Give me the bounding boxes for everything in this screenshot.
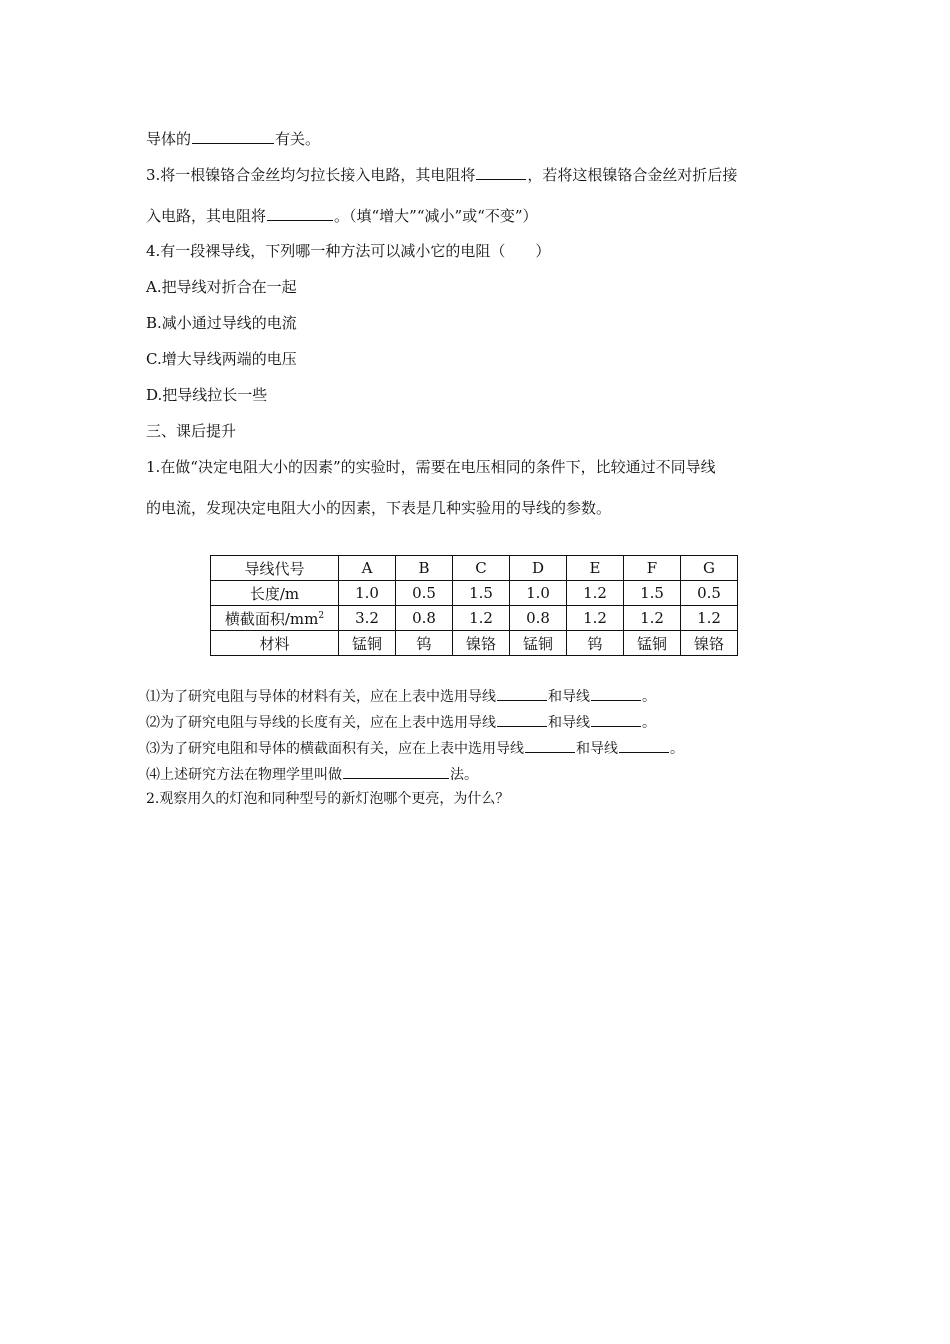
area-label: 横截面积/mm: [224, 609, 319, 628]
answer-blank[interactable]: [497, 711, 547, 727]
answer-blank[interactable]: [267, 205, 333, 221]
q4-option-d: D.把导线拉长一些: [146, 386, 268, 404]
answer-blank[interactable]: [619, 737, 669, 753]
q2-text-end: 有关。: [275, 130, 321, 148]
table-cell: G: [681, 556, 738, 581]
answer-blank[interactable]: [476, 164, 526, 180]
q4-option-a: A.把导线对折合在一起: [146, 278, 297, 296]
table-row: [211, 556, 738, 581]
table-cell: 1.0: [339, 581, 396, 606]
sub-question-3: [146, 737, 684, 759]
table-row: [211, 581, 738, 606]
table-cell: 0.8: [510, 606, 567, 631]
table-cell: E: [567, 556, 624, 581]
table-cell: 长度/m: [211, 581, 339, 606]
answer-blank[interactable]: [343, 763, 449, 779]
table-cell: B: [396, 556, 453, 581]
area-superscript: 2: [318, 610, 325, 621]
answer-blank[interactable]: [591, 711, 641, 727]
answer-blank[interactable]: [525, 737, 575, 753]
table-cell: F: [624, 556, 681, 581]
table-cell: 0.5: [681, 581, 738, 606]
p1-line-1: 1.在做“决定电阻大小的因素”的实验时，需要在电压相同的条件下，比较通过不同导线: [146, 458, 716, 476]
answer-blank[interactable]: [192, 128, 274, 144]
table-cell: 1.2: [681, 606, 738, 631]
table-cell: C: [453, 556, 510, 581]
q3-text-b: ，若将这根镍铬合金丝对折后接: [527, 166, 738, 184]
wire-parameter-table: [210, 555, 738, 656]
q3-text-c: 入电路，其电阻将: [146, 207, 267, 225]
sub-question-text: 法。: [450, 767, 478, 783]
table-cell: 0.5: [396, 581, 453, 606]
q2-text-start: 导体的: [146, 130, 192, 148]
table-cell: 镍铬: [453, 631, 510, 656]
table-cell: [211, 606, 339, 631]
p2-question: 2.观察用久的灯泡和同种型号的新灯泡哪个更亮，为什么？: [146, 791, 510, 807]
q3-text-d: 。（填“增大”“减小”或“不变”）: [334, 207, 538, 225]
p1-line-2: 的电流，发现决定电阻大小的因素，下表是几种实验用的导线的参数。: [146, 499, 612, 517]
sub-question-text: 和导线: [548, 715, 590, 731]
sub-question-text: ⑶为了研究电阻和导体的横截面积有关，应在上表中选用导线: [146, 741, 524, 757]
table-cell: 镍铬: [681, 631, 738, 656]
table-cell: 1.0: [510, 581, 567, 606]
sub-question-1: [146, 685, 656, 707]
sub-question-text: 和导线: [576, 741, 618, 757]
table-cell: 1.2: [567, 606, 624, 631]
sub-question-text: 。: [670, 741, 684, 757]
table-cell: D: [510, 556, 567, 581]
table-cell: 1.2: [567, 581, 624, 606]
table-cell: 锰铜: [339, 631, 396, 656]
section-heading: 三、课后提升: [146, 422, 237, 440]
table-cell: 材料: [211, 631, 339, 656]
q4-option-b: B.减小通过导线的电流: [146, 314, 297, 332]
table-cell: 1.5: [453, 581, 510, 606]
q4-option-c: C.增大导线两端的电压: [146, 350, 297, 368]
table-row: [211, 631, 738, 656]
sub-question-text: ⑷上述研究方法在物理学里叫做: [146, 767, 342, 783]
sub-question-text: 。: [642, 715, 656, 731]
q2-continuation-line: [146, 128, 320, 149]
table-cell: 锰铜: [510, 631, 567, 656]
table-cell: A: [339, 556, 396, 581]
table-cell: 锰铜: [624, 631, 681, 656]
table-cell: 1.5: [624, 581, 681, 606]
q3-text-a: 3.将一根镍铬合金丝均匀拉长接入电路，其电阻将: [146, 166, 476, 184]
sub-question-text: ⑵为了研究电阻与导线的长度有关，应在上表中选用导线: [146, 715, 496, 731]
table-cell: 导线代号: [211, 556, 339, 581]
answer-blank[interactable]: [497, 685, 547, 701]
sub-question-text: ⑴为了研究电阻与导体的材料有关，应在上表中选用导线: [146, 689, 496, 705]
q4-stem: 4.有一段裸导线，下列哪一种方法可以减小它的电阻（ ）: [146, 242, 551, 260]
table-cell: 1.2: [453, 606, 510, 631]
table-row: [211, 606, 738, 631]
sub-question-text: 和导线: [548, 689, 590, 705]
table-cell: 3.2: [339, 606, 396, 631]
sub-question-text: 。: [642, 689, 656, 705]
table-cell: 1.2: [624, 606, 681, 631]
answer-blank[interactable]: [591, 685, 641, 701]
table-cell: 钨: [396, 631, 453, 656]
table-cell: 钨: [567, 631, 624, 656]
sub-question-4: [146, 763, 478, 785]
sub-question-2: [146, 711, 656, 733]
q3-line-1: [146, 164, 737, 185]
table-cell: 0.8: [396, 606, 453, 631]
q3-line-2: [146, 205, 538, 226]
